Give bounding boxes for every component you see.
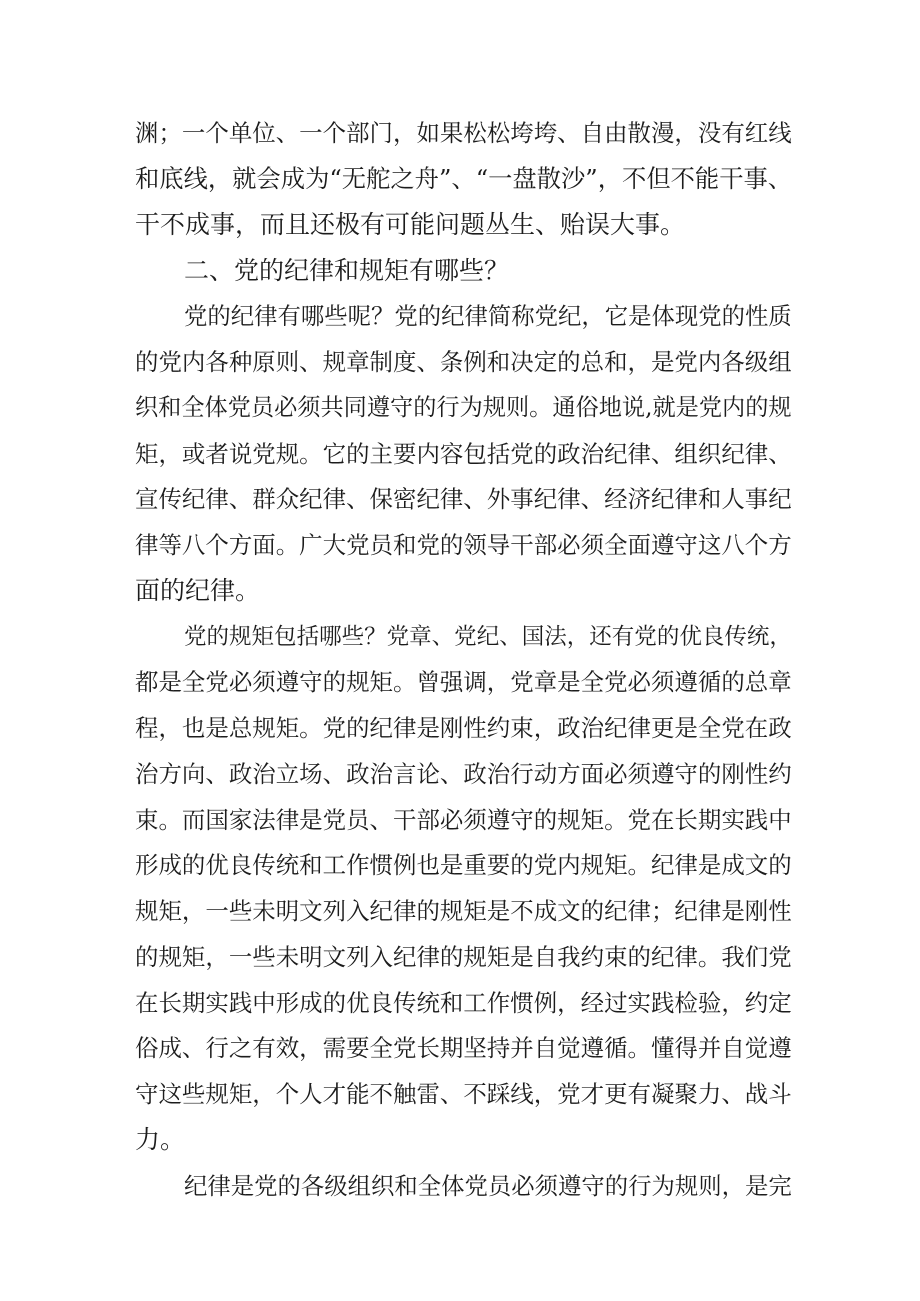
section-heading: 二、党的纪律和规矩有哪些？ (184, 256, 510, 285)
text-line: 的党内各种原则、规章制度、条例和决定的总和，是党内各级组 (135, 348, 792, 376)
text-line: 矩，或者说党规。它的主要内容包括党的政治纪律、组织纪律、 (135, 440, 792, 468)
text-line: 宣传纪律、群众纪律、保密纪律、外事纪律、经济纪律和人事纪 (135, 485, 792, 513)
text-line: 渊；一个单位、一个部门，如果松松垮垮、自由散漫，没有红线 (135, 119, 792, 147)
text-line: 力。 (135, 1125, 186, 1154)
text-line: 都是全党必须遵守的规矩。曾强调，党章是全党必须遵循的总章 (135, 668, 792, 696)
text-line: 面的纪律。 (135, 576, 261, 605)
text-line: 律等八个方面。广大党员和党的领导干部必须全面遵守这八个方 (135, 531, 792, 559)
text-line: 治方向、政治立场、政治言论、政治行动方面必须遵守的刚性约 (135, 760, 792, 788)
text-line: 形成的优良传统和工作惯例也是重要的党内规矩。纪律是成文的 (135, 851, 792, 879)
text-line: 纪律是党的各级组织和全体党员必须遵守的行为规则，是完 (184, 1172, 792, 1200)
text-line: 织和全体党员必须共同遵守的行为规则。通俗地说,就是党内的规 (135, 394, 792, 421)
text-line: 守这些规矩，个人才能不触雷、不踩线，党才更有凝聚力、战斗 (135, 1080, 792, 1108)
text-line: 党的规矩包括哪些？党章、党纪、国法，还有党的优良传统， (184, 624, 792, 650)
text-line: 在长期实践中形成的优良传统和工作惯例，经过实践检验，约定 (135, 989, 792, 1017)
text-line: 党的纪律有哪些呢？党的纪律简称党纪，它是体现党的性质 (184, 302, 792, 330)
text-line: 和底线，就会成为“无舵之舟”、“一盘散沙”，不但不能干事、 (135, 164, 793, 193)
text-line: 规矩，一些未明文列入纪律的规矩是不成文的纪律；纪律是刚性 (135, 897, 792, 925)
text-line: 程，也是总规矩。党的纪律是刚性约束，政治纪律更是全党在政 (135, 714, 792, 742)
text-line: 俗成、行之有效，需要全党长期坚持并自觉遵循。懂得并自觉遵 (135, 1034, 792, 1062)
text-line: 的规矩，一些未明文列入纪律的规矩是自我约束的纪律。我们党 (135, 943, 792, 971)
text-line: 干不成事，而且还极有可能问题丛生、贻误大事。 (135, 210, 686, 239)
text-line: 束。而国家法律是党员、干部必须遵守的规矩。党在长期实践中 (135, 806, 792, 834)
